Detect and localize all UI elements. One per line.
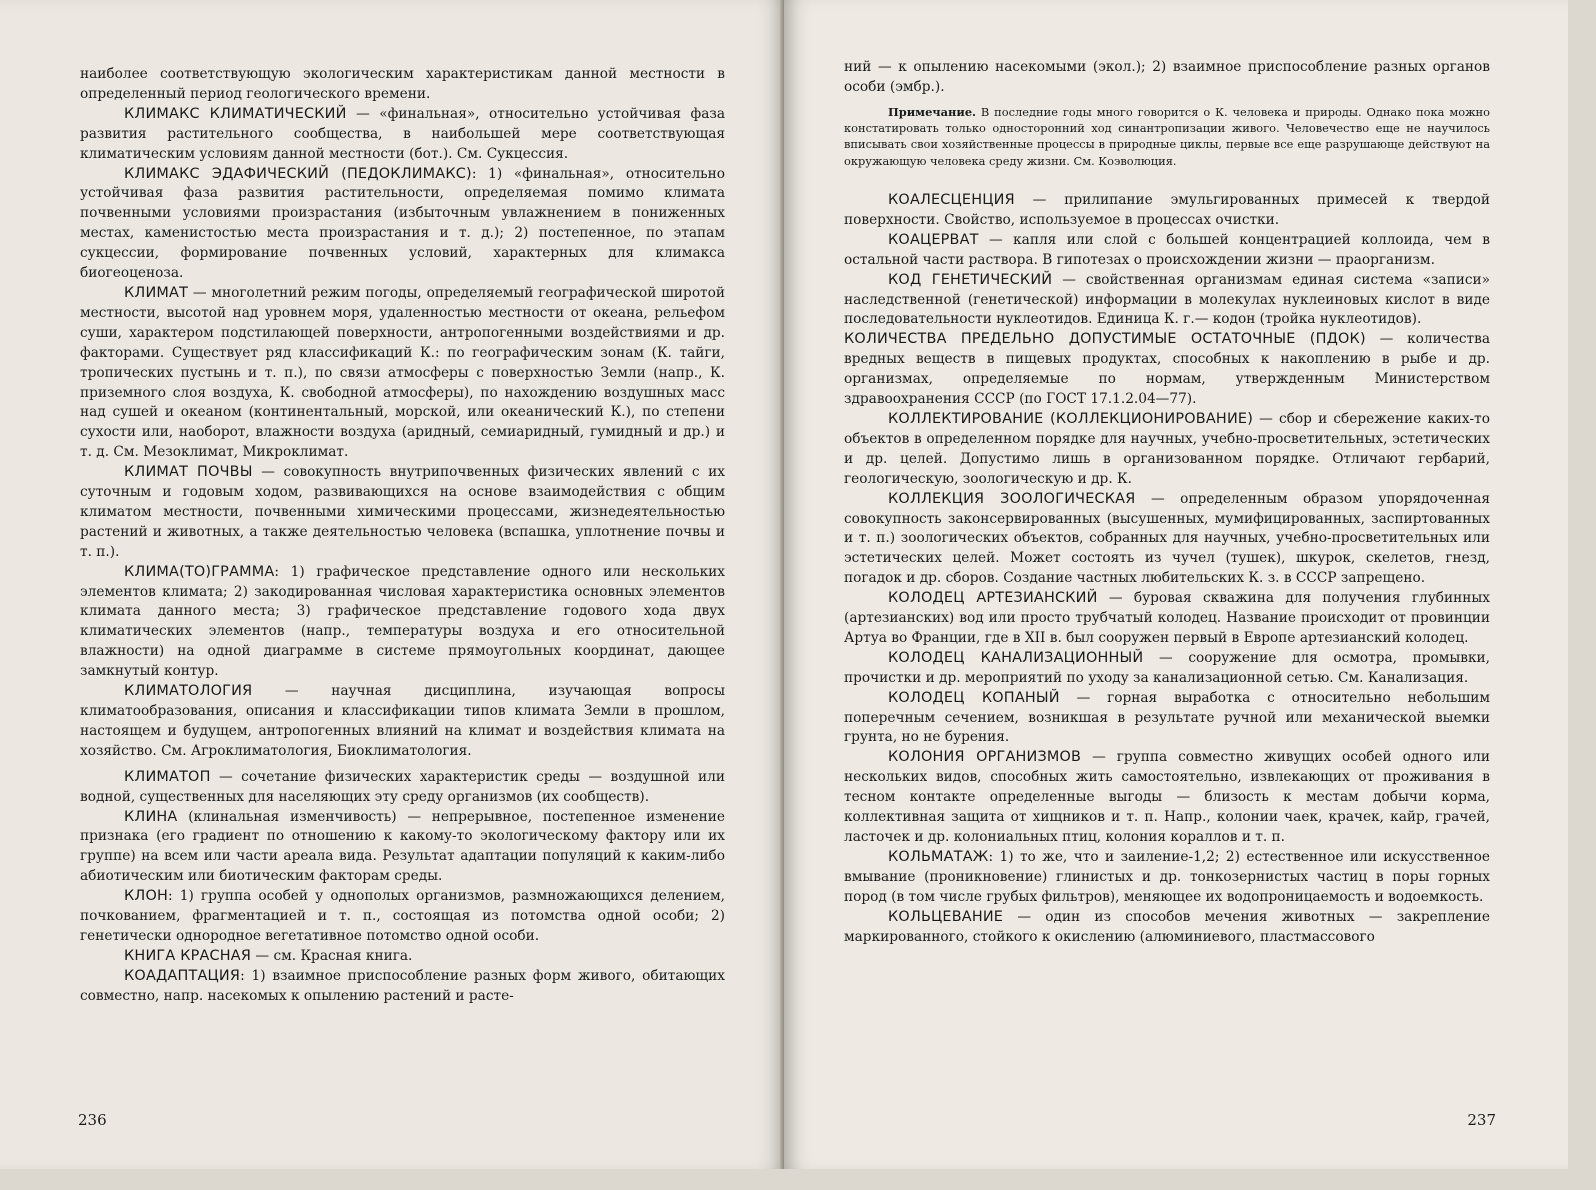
note-paragraph [844, 104, 1490, 169]
entry-koadaptatsiya [80, 967, 725, 1007]
entry-heading: КОЛЛЕКТИРОВАНИЕ (КОЛЛЕКЦИОНИРОВАНИЕ) [888, 410, 1254, 427]
page-number: 236 [78, 1111, 107, 1129]
entry-body: — сооружение для осмотра, промывки, прочистки и др. мероприятий по уходу за канализационной сетью. См. Канализация. [844, 649, 1490, 686]
entry-body: : 1) графическое представление одного или нескольких элементов климата; 2) закодированная числовая характеристика основных элементов климата данного места; 3) графическое представление годового хода двух климатических элементов (напр., температуры воздуха и его относительной влажности) на одной диаграмме в системе прямоугольных координат, дающее замкнутый контур. [80, 563, 725, 680]
entry-klimatologiya [80, 682, 725, 762]
entry-body: — «финальная», относительно устойчивая фаза развития растительного сообщества, в наибольшей мере соответствующая климатическим условиям данной местности (бот.). См. Сукцессия. [80, 105, 725, 162]
entry-heading: КЛИМАКС КЛИМАТИЧЕСКИЙ [124, 105, 347, 122]
entry-continuation: наиболее соответствующую экологическим характеристикам данной местности в определенный период геологического времени. [80, 66, 725, 102]
entry-body: — см. Красная книга. [251, 947, 413, 964]
entry-heading: КОЛИЧЕСТВА ПРЕДЕЛЬНО ДОПУСТИМЫЕ ОСТАТОЧНЫЕ (ПДОК) [844, 331, 1366, 348]
entry-heading: КЛИМАТОП [124, 768, 211, 785]
right-page-text [844, 58, 1490, 947]
note-label: Примечание. [888, 104, 977, 119]
entry-body: : 1) «финальная», относительно устойчивая фаза развития растительности, определяемая помимо климата почвенными условиями произрастания (избыточным увлажнением в пониженных местах, каменистостью места произрастания и т. д.); 2) постепенное, по этапам сукцессии, формирование почвенных условий, характерных для климакса биогеоценоза. [80, 165, 725, 282]
entry-pdok [844, 330, 1490, 410]
entry-heading: КОАЦЕРВАТ [888, 231, 979, 248]
entry-heading: КОЛОДЕЦ КОПАНЫЙ [888, 689, 1060, 706]
entry-klimatogramma [80, 563, 725, 682]
entry-heading: КОД ГЕНЕТИЧЕСКИЙ [888, 271, 1053, 288]
entry-klimatop [80, 768, 725, 808]
entry-body: : 1) то же, что и заиление-1,2; 2) естественное или искусственное вмывание (проникновение) глинистых и др. тонкозернистых частиц в поры горных пород (в том числе грубых фильтров), меняющее их водопроницаемость и водоемкость. [844, 848, 1490, 905]
left-page [0, 0, 784, 1169]
entry-heading: КОЛОДЕЦ КАНАЛИЗАЦИОННЫЙ [888, 649, 1144, 666]
entry-kolmatazh [844, 848, 1490, 908]
entry-heading: КОАДАПТАЦИЯ [124, 967, 241, 984]
entry-continuation: ний — к опылению насекомыми (экол.); 2) взаимное приспособление разных органов особи (эмбр.). [844, 59, 1490, 95]
entry-heading: КЛИМА(ТО)ГРАММА [124, 563, 275, 580]
entry-koalestsentsiya [844, 191, 1490, 231]
entry-kod-geneticheskiy [844, 271, 1490, 331]
entry-body: : 1) группа особей у однополых организмов, размножающихся делением, почкованием, фрагментацией и т. п., состоящая из потомства одной особи; 2) генетически однородное вегетативное потомство одной особи. [80, 888, 725, 944]
entry-heading: КЛИНА [124, 808, 178, 825]
entry-heading: КОЛОДЕЦ АРТЕЗИАНСКИЙ [888, 590, 1098, 607]
entry-kolodets-artezianskiy [844, 589, 1490, 649]
entry-kollektsiya-zoologicheskaya [844, 490, 1490, 590]
entry-kniga-krasnaya [80, 947, 725, 967]
left-page-text [80, 65, 725, 1007]
entry-heading: КОАЛЕСЦЕНЦИЯ [888, 192, 1015, 208]
entry-body: — буровая скважина для получения глубинных (артезианских) вод или просто трубчатый колодец. Название происходит от провинции Артуа во Франции, где в XII в. был сооружен первый в Европе артезианский колодец. [844, 590, 1491, 646]
entry-klina [80, 808, 725, 888]
entry-koltsevanie [844, 908, 1490, 948]
entry-koloniya-organizmov [844, 748, 1490, 848]
entry-body: : 1) взаимное приспособление разных форм живого, обитающих совместно, напр. насекомых к опылению растений и расте- [80, 967, 725, 1004]
entry-body: — прилипание эмульгированных примесей к твердой поверхности. Свойство, используемое в процессах очистки. [844, 192, 1490, 228]
entry-body: — горная выработка с относительно небольшим поперечным сечением, возникшая в результате ручной или механической выемки грунта, но не бурения. [844, 689, 1490, 746]
entry-body: — один из способов мечения животных — закрепление маркированного, стойкого к окислению (алюминиевого, пластмассового [844, 908, 1490, 945]
entry-heading: КЛИМАТ [124, 284, 189, 301]
entry-koatservat [844, 231, 1490, 271]
entry-body: — совокупность внутрипочвенных физических явлений с их суточным и годовым ходом, развивающихся на основе взаимодействия с общим климатом местности, почвенными химическими процессами, жизнедеятельностью растений и животных, а также деятельностью человека (вспашка, уплотнение почвы и т. п.). [80, 464, 725, 560]
entry-body: — свойственная организмам единая система «записи» наследственной (генетической) информации в молекулах нуклеиновых кислот в виде последовательности нуклеотидов. Единица К. г.— кодон (тройка нуклеотидов). [844, 271, 1490, 328]
entry-klon [80, 887, 725, 947]
entry-klimat [80, 284, 725, 463]
entry-body: — научная дисциплина, изучающая вопросы климатообразования, описания и классификации типов климата Земли в прошлом, настоящем и будущем, антропогенных влияний на климат и воздействия климата на хозяйство. См. Агроклиматология, Биоклиматология. [80, 683, 725, 759]
entry-heading: КОЛЬМАТАЖ [888, 848, 989, 865]
entry-klimaks-edaficheskiy [80, 165, 725, 284]
entry-heading: КЛИМАТОЛОГИЯ [124, 683, 253, 700]
entry-heading: КНИГА КРАСНАЯ [124, 947, 252, 964]
entry-kolodets-kopanyy [844, 689, 1490, 749]
entry-heading: КЛОН [124, 888, 168, 905]
entry-body: — определенным образом упорядоченная совокупность законсервированных (высушенных, мумифицированных, заспиртованных и т. п.) зоологических объектов, собранных для научных, учебно-просветительных или эстетических целей. Может состоять из чучел (тушек), шкурок, скелетов, гнезд, погадок и др. сборов. Создание частных любительских К. з. в СССР запрещено. [844, 490, 1490, 587]
entry-body: — количества вредных веществ в пищевых продуктах, способных к накоплению в рыбе и др. организмах, определяемые по нормам, утвержденным Министерством здравоохранения СССР (по ГОСТ 17.1.2.04—77). [844, 331, 1490, 408]
entry-heading: КЛИМАТ ПОЧВЫ [124, 464, 253, 481]
entry-body: — многолетний режим погоды, определяемый географической широтой местности, высотой над уровнем моря, удаленностью местности от океана, рельефом суши, характером подстилающей поверхности, антропогенными воздействиями и др. факторами. Существует ряд классификаций К.: по географическим зонам (К. тайги, тропических пустынь и т. п.), по связи атмосферы с поверхностью Земли (напр., К. приземного слоя воздуха, К. свободной атмосферы), по нахождению воздушных масс над сушей и океаном (континентальный, морской, или океанический К.), по степени сухости или, наоборот, влажности воздуха (аридный, семиаридный, гумидный и др.) и т. д. См. Мезоклимат, Микроклимат. [80, 284, 725, 461]
entry-body: (клинальная изменчивость) — непрерывное, постепенное изменение признака (его градиент по отношению к какому-то экологическому фактору или их группе) на всем или части ареала вида. Результат адаптации популяций к каким-либо абиотическим или биотическим факторам среды. [80, 808, 725, 885]
right-page [784, 0, 1568, 1169]
entry-heading: КЛИМАКС ЭДАФИЧЕСКИЙ (ПЕДОКЛИМАКС) [124, 165, 472, 182]
entry-body: — сбор и сбережение каких-то объектов в определенном порядке для научных, учебно-просветительных, эстетических и др. целей. Допустимо лишь в организованном порядке. Отличают гербарий, геологическую, зоологическую и др. К. [844, 410, 1490, 487]
entry-kollektirovanie [844, 410, 1490, 490]
entry-heading: КОЛОНИЯ ОРГАНИЗМОВ [888, 749, 1082, 766]
entry-heading: КОЛЛЕКЦИЯ ЗООЛОГИЧЕСКАЯ [888, 490, 1136, 507]
entry-kolodets-kanalizatsionnyy [844, 649, 1490, 689]
entry-body: — капля или слой с большей концентрацией коллоида, чем в остальной части раствора. В гипотезах о происхождении жизни — праорганизм. [844, 231, 1490, 268]
note-text: В последние годы много говорится о К. человека и природы. Однако пока можно констатировать только односторонний ход синантропизации живого. Человечество еще не научилось вписывать свои хозяйственные процессы в природные циклы, первые все еще разрушающе действуют на окружающую человека среду жизни. См. Коэволюция. [844, 104, 1490, 168]
page-number: 237 [1467, 1111, 1496, 1129]
entry-klimaks-klimaticheskiy [80, 105, 725, 165]
entry-body: — сочетание физических характеристик среды — воздушной или водной, существенных для населяющих эту среду организмов (их сообществ). [80, 768, 725, 805]
entry-klimat-pochvy [80, 463, 725, 563]
entry-body: — группа совместно живущих особей одного или нескольких видов, способных жить самостоятельно, извлекающих от проживания в тесном контакте определенные выгоды — близость к местам добычи корма, коллективная защита от хищников и т. п. Напр., колонии чаек, крачек, кайр, грачей, ласточек и др. колониальных птиц, колония кораллов и т. п. [844, 749, 1490, 845]
entry-heading: КОЛЬЦЕВАНИЕ [888, 908, 1004, 925]
